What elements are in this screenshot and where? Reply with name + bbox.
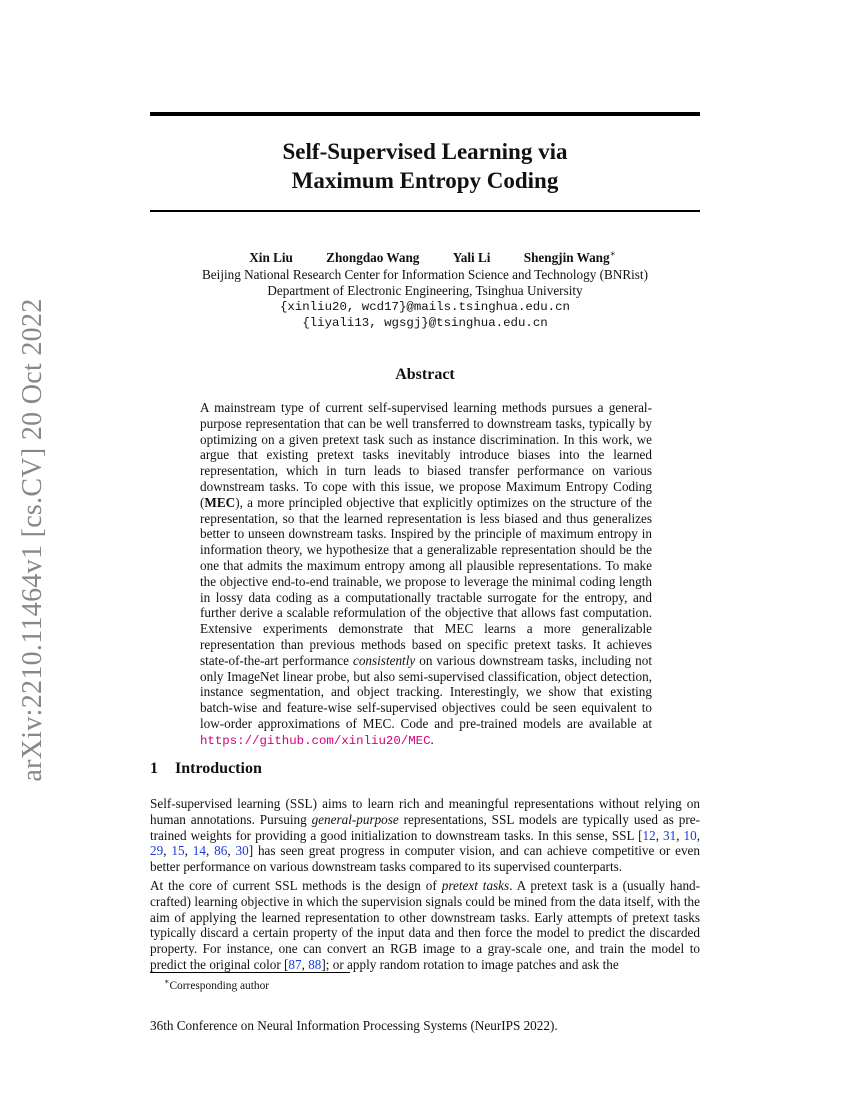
author-block xyxy=(150,246,700,331)
paper-title xyxy=(150,137,700,195)
title-line-1: Self-Supervised Learning via xyxy=(282,139,568,164)
department: Department of Electronic Engineering, Tsinghua University xyxy=(267,282,583,298)
footnote: ∗Corresponding author xyxy=(164,977,270,992)
code-link[interactable]: https://github.com/xinliu20/MEC xyxy=(200,733,431,748)
abstract-text: A mainstream type of current self-supervised learning methods pursues a general-purpose representation that can be well transferred to downstream tasks, typically by optimizing on a given pretext task such as instance discrimination. In this work, we argue that existing pretext tasks inevitably introduce biases into the learned representation, which in turn leads to biased transfer performance on various downstream tasks. To cope with this issue, we propose Maximum Entropy Coding (MEC), a more principled objective that explicitly optimizes on the structure of the representation, so that the learned representation is less biased and thus generalizes better to unseen downstream tasks. Inspired by the principle of maximum entropy in information theory, we hypothesize that a generalizable representation should be the one that admits the maximum entropy among all plausible representations. To make the objective end-to-end trainable, we propose to leverage the minimal coding length in lossy data coding as a computationally tractable surrogate for the entropy, and further derive a scalable reformulation of the objective that allows fast computation. Extensive experiments demonstrate that MEC learns a more generalizable representation than previous methods based on specific pretext tasks. It achieves state-of-the-art performance consistently on various downstream tasks, including not only ImageNet linear probe, but also semi-supervised classification, object detection, instance segmentation, and object tracking. Interestingly, we show that existing batch-wise and feature-wise self-supervised objectives could be seen equivalent to low-order approximations of MEC. Code and pre-trained models are available at https://github.com/xinliu20/MEC. xyxy=(200,400,652,748)
citation-link[interactable]: 88 xyxy=(308,956,322,972)
citation-link[interactable]: 86 xyxy=(214,843,228,859)
paragraph: At the core of current SSL methods is the design of pretext tasks. A pretext task is a (usually hand-crafted) learning objective in which the supervision signals could be mined from the data itself, with the aim of applying the learned representation to other downstream tasks. Early attempts of pretext tasks typically discard a certain property of the input data and then force the model to predict the discarded property. For instance, one can convert an RGB image to a gray-scale one, and train the model to predict the original color [87, 88]; or apply random rotation to image patches and ask the xyxy=(150,878,701,972)
venue-note: 36th Conference on Neural Information Processing Systems (NeurIPS 2022). xyxy=(150,1018,558,1033)
arxiv-identifier-stamp: arXiv:2210.11464v1 [cs.CV] 20 Oct 2022 xyxy=(17,298,48,782)
citation-link[interactable]: 15 xyxy=(171,843,185,859)
footnote-rule xyxy=(150,972,350,973)
citation-link[interactable]: 87 xyxy=(288,956,302,972)
citation-link[interactable]: 30 xyxy=(235,843,249,859)
author-name: Shengjin Wang∗ xyxy=(523,249,616,266)
email: {liyali13, wgsgj}@tsinghua.edu.cn xyxy=(302,316,548,331)
abstract-heading: Abstract xyxy=(395,366,455,383)
title-bottom-rule xyxy=(150,210,700,212)
citation-link[interactable]: 31 xyxy=(663,827,677,843)
author-names xyxy=(150,246,700,267)
citation-link[interactable]: 29 xyxy=(150,843,164,859)
citation-link[interactable]: 14 xyxy=(192,843,206,859)
author-name: Zhongdao Wang xyxy=(326,250,420,266)
section-number: 1 xyxy=(150,760,158,777)
section-heading xyxy=(150,760,262,778)
title-top-rule xyxy=(150,112,700,116)
affiliation: Beijing National Research Center for Information Science and Technology (BNRist) xyxy=(202,266,648,282)
citation-link[interactable]: 12 xyxy=(642,827,656,843)
citation-link[interactable]: 10 xyxy=(683,827,697,843)
email: {xinliu20, wcd17}@mails.tsinghua.edu.cn xyxy=(280,300,570,314)
paragraph: Self-supervised learning (SSL) aims to learn rich and meaningful representations without relying on human annotations. Pursuing general-purpose representations, SSL models are typically used as pre-trained weights for providing a good initialization to downstream tasks. In this sense, SSL [12, 31, 10, 29, 15, 14, 86, 30] has seen great progress in computer vision, and can achieve competitive or even better performance on various downstream tasks compared to its supervised counterparts. xyxy=(150,796,701,875)
section-title: Introduction xyxy=(175,760,262,777)
title-line-2: Maximum Entropy Coding xyxy=(291,168,559,193)
author-name: Yali Li xyxy=(452,250,491,266)
author-name: Xin Liu xyxy=(249,250,293,266)
